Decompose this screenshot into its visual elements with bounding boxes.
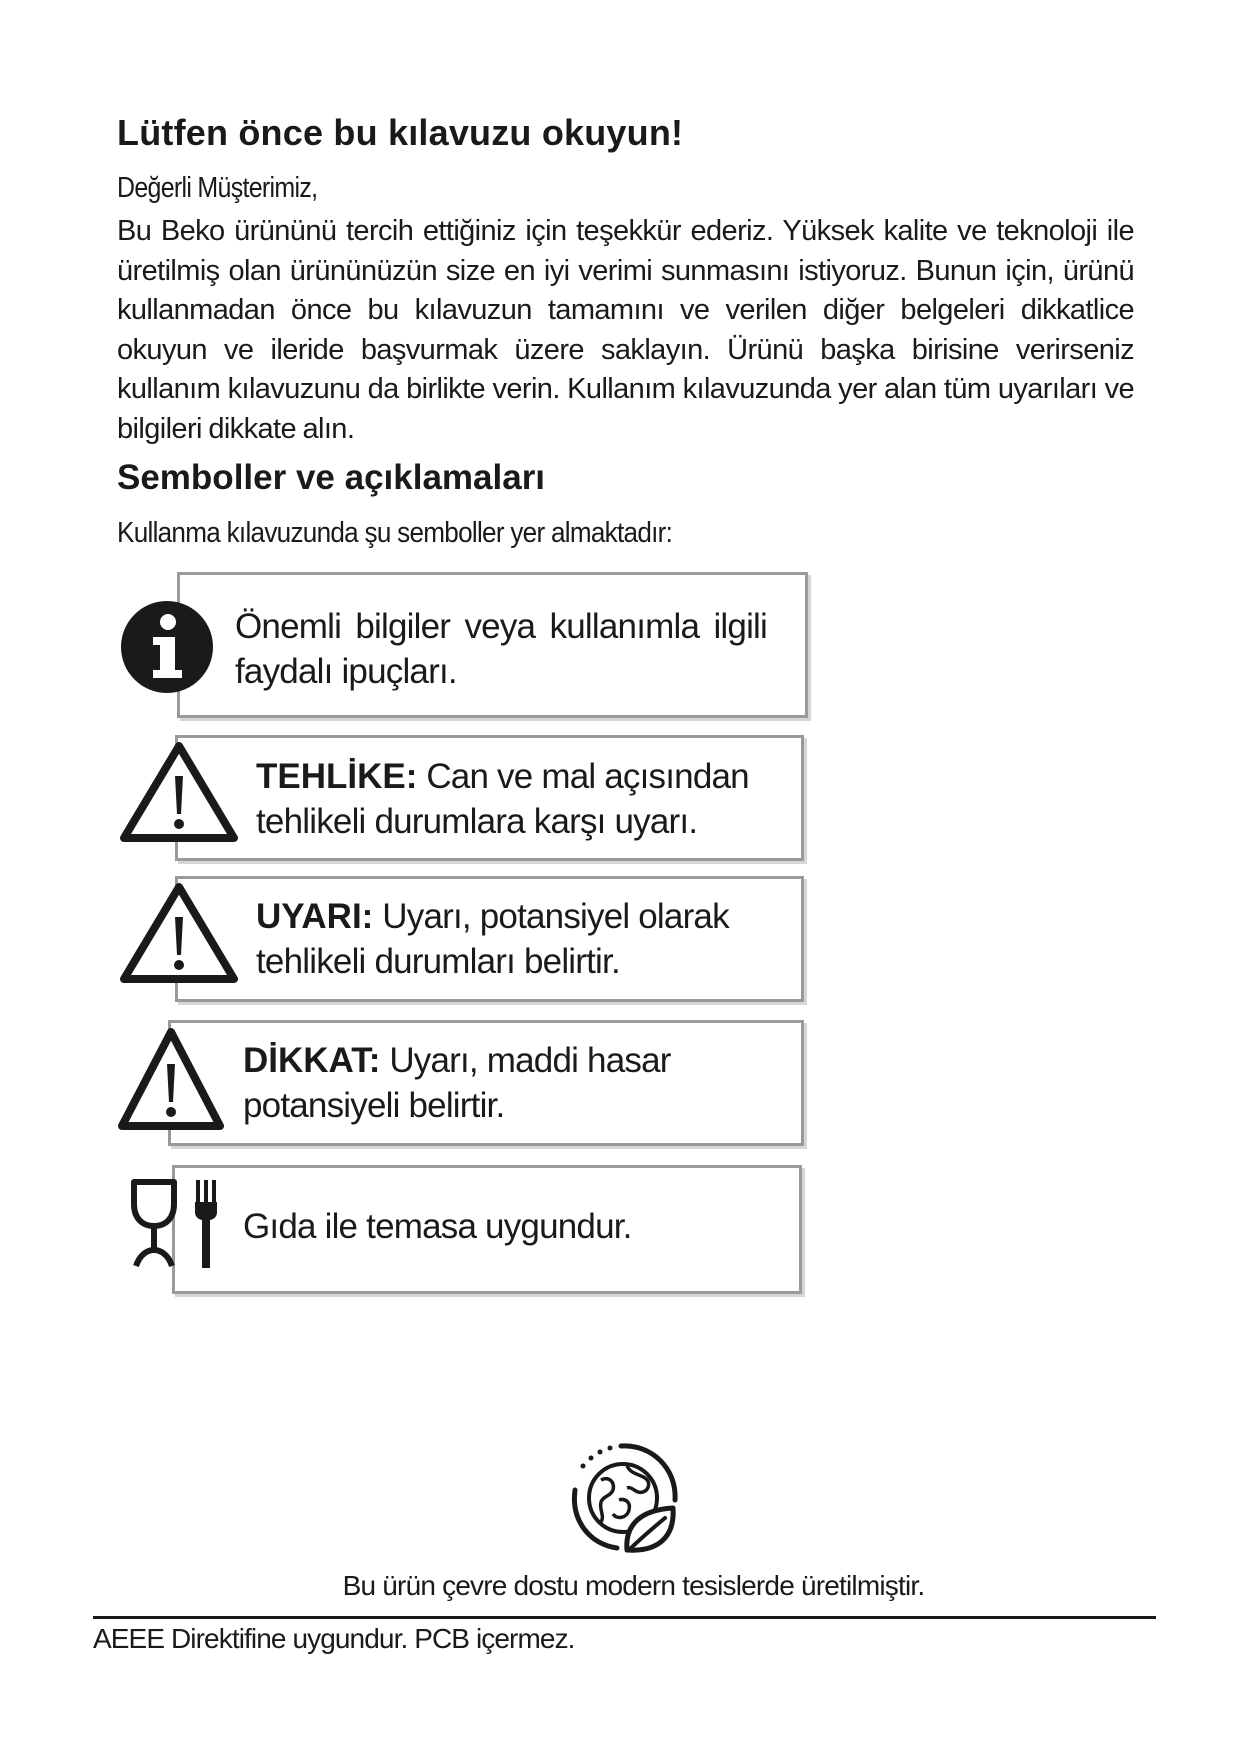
page-title: Lütfen önce bu kılavuzu okuyun! bbox=[117, 112, 684, 153]
glass-fork-icon bbox=[128, 1174, 224, 1275]
caution-text bbox=[243, 1038, 783, 1128]
warning-triangle-icon bbox=[118, 740, 240, 849]
info-icon bbox=[120, 600, 214, 699]
symbols-heading: Semboller ve açıklamaları bbox=[117, 458, 546, 497]
danger-text bbox=[256, 754, 786, 844]
symbols-lead: Kullanma kılavuzunda şu semboller yer almaktadır: bbox=[117, 517, 673, 549]
eco-globe-leaf-icon bbox=[565, 1440, 683, 1567]
warning-text bbox=[256, 894, 786, 984]
warning-text-line1: Uyarı, potansiyel olarak bbox=[373, 897, 729, 936]
danger-text-line2: tehlikeli durumlara karşı uyarı. bbox=[256, 802, 698, 841]
intro-paragraph: Bu Beko ürününü tercih ettiğiniz için teşekkür ederiz. Yüksek kalite ve teknoloji ile üretilmiş olan ürününüzün size en iyi verimi sunmasını istiyoruz. Bunun için, ürünü kullanmadan önce bu kılavuzun tamamını ve verilen diğer belgeleri dikkatlice okuyun ve ileride başvurmak üzere saklayın. Ürünü başka birisine verirseniz kullanım kılavuzunu da birlikte verin. Kullanım kılavuzunda yer alan tüm uyarıları ve bilgileri dikkate alın. bbox=[117, 215, 1134, 445]
caution-label: DİKKAT: bbox=[243, 1041, 381, 1080]
warning-text-line2: tehlikeli durumları belirtir. bbox=[256, 942, 620, 981]
caution-text-line1: Uyarı, maddi hasar bbox=[380, 1041, 671, 1080]
danger-label: TEHLİKE: bbox=[256, 757, 418, 796]
danger-text-line1: Can ve mal açısından bbox=[417, 757, 749, 796]
eco-caption: Bu ürün çevre dostu modern tesislerde üretilmiştir. bbox=[342, 1570, 925, 1601]
info-text: Önemli bilgiler veya kullanımla ilgili faydalı ipuçları. bbox=[235, 607, 767, 691]
warning-triangle-icon bbox=[116, 1026, 226, 1137]
warning-triangle-icon bbox=[118, 881, 240, 990]
caution-text-line2: potansiyeli belirtir. bbox=[243, 1086, 505, 1125]
footer-divider bbox=[93, 1616, 1156, 1619]
footer-note: AEEE Direktifine uygundur. PCB içermez. bbox=[93, 1623, 575, 1654]
food-contact-text: Gıda ile temasa uygundur. bbox=[243, 1207, 632, 1246]
warning-label: UYARI: bbox=[256, 897, 374, 936]
greeting: Değerli Müşterimiz, bbox=[117, 172, 318, 204]
